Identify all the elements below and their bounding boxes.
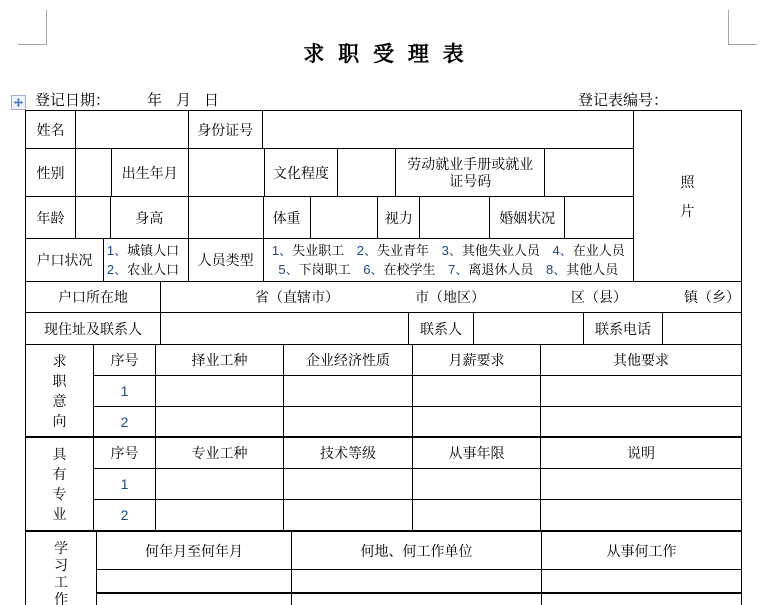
- experience-label: [26, 532, 97, 605]
- ji-col-nature: 企业经济性质: [284, 345, 413, 375]
- labor-cert-input-cell[interactable]: [545, 149, 633, 196]
- contact-input-cell[interactable]: [474, 313, 584, 344]
- section-experience: [26, 532, 741, 605]
- sp-col-seq: 序号: [94, 438, 156, 468]
- gender-label: 性别: [26, 149, 76, 196]
- form-title: 求 职 受 理 表: [303, 43, 468, 66]
- specialty-vertical-text: 具有专业: [52, 446, 67, 522]
- job-intention-vertical-text: 求职意向: [52, 352, 67, 429]
- table-move-handle-icon[interactable]: [11, 95, 26, 110]
- contact-label: 联系人: [409, 313, 474, 344]
- ji-row2-salary-cell[interactable]: [413, 407, 541, 436]
- ji-col-salary: 月薪要求: [413, 345, 541, 375]
- person-type-options: [264, 239, 633, 281]
- marital-label: 婚姻状况: [490, 197, 565, 238]
- birth-input-cell[interactable]: [189, 149, 265, 196]
- ji-col-seq: 序号: [94, 345, 156, 375]
- person-opt3-num: 3、: [441, 243, 462, 258]
- specialty-header-row: [94, 438, 741, 469]
- hukou-location-input-cell[interactable]: [161, 282, 741, 312]
- row-gender-birth: [26, 149, 634, 197]
- hukou-opt1-text: 城镇人口: [127, 243, 180, 258]
- sp-col-note: 说明: [627, 445, 655, 461]
- address-label: 现住址及联系人: [26, 313, 161, 344]
- reg-date-day: 日: [204, 92, 220, 109]
- name-label: 姓名: [26, 111, 76, 148]
- district-label: 区（县）: [571, 289, 627, 305]
- vision-label: 视力: [378, 197, 420, 238]
- hukou-opt1-num: 1、: [106, 243, 128, 258]
- exp-col-period: 何年月至何年月: [97, 532, 292, 569]
- ji-row1-other-cell[interactable]: [541, 376, 741, 406]
- exp-row2-period-cell[interactable]: [97, 594, 292, 605]
- job-intention-row-1: [94, 376, 741, 407]
- sp-col-years: 从事年限: [413, 438, 541, 468]
- phone-input-cell[interactable]: [663, 313, 741, 344]
- ji-row1-nature-cell[interactable]: [284, 376, 413, 406]
- height-input-cell[interactable]: [189, 197, 264, 238]
- person-opt6-num: 6、: [363, 262, 384, 277]
- person-opt1-text: 失业职工: [292, 243, 345, 258]
- photo-cell: [634, 111, 741, 282]
- person-opt7-text: 离退休人员: [468, 262, 534, 277]
- section-specialty: [26, 438, 741, 532]
- experience-row-2: [97, 594, 741, 605]
- exp-row2-job-cell[interactable]: [542, 594, 741, 605]
- sp-col-grade: 技术等级: [284, 438, 413, 468]
- age-input-cell[interactable]: [76, 197, 111, 238]
- sp-row1-num: 1: [94, 469, 156, 499]
- address-input-cell[interactable]: [161, 313, 409, 344]
- sp-row1-years-cell[interactable]: [413, 469, 541, 499]
- specialty-label: [26, 438, 94, 530]
- name-input-cell[interactable]: [76, 111, 189, 148]
- province-label: 省（直辖市）: [255, 289, 339, 305]
- job-intention-row-2: [94, 407, 741, 436]
- reg-no-label: 登记表编号：: [578, 92, 669, 109]
- labor-cert-label-line2: 证号码: [449, 172, 492, 189]
- id-digit-cells: [263, 111, 633, 148]
- ji-col-other: 其他要求: [613, 352, 669, 368]
- exp-row2-place-cell[interactable]: [292, 594, 542, 605]
- sp-row2-trade-cell[interactable]: [156, 500, 284, 530]
- ji-row1-num: 1: [94, 376, 156, 406]
- sp-row2-note-cell[interactable]: [541, 500, 741, 530]
- education-label: 文化程度: [265, 149, 339, 196]
- exp-row1-job-cell[interactable]: [542, 570, 741, 592]
- exp-col-job: 从事何工作: [606, 542, 677, 559]
- person-opt3-text: 其他失业人员: [461, 243, 540, 258]
- exp-row1-period-cell[interactable]: [97, 570, 292, 592]
- form-table: [25, 110, 742, 605]
- ji-row1-salary-cell[interactable]: [413, 376, 541, 406]
- age-label: 年龄: [26, 197, 76, 238]
- sp-row2-years-cell[interactable]: [413, 500, 541, 530]
- labor-cert-label: [396, 149, 545, 196]
- experience-header-row: [97, 532, 741, 570]
- person-opt4-num: 4、: [552, 243, 573, 258]
- phone-label: 联系电话: [584, 313, 663, 344]
- row-hukou-persontype: [26, 239, 634, 282]
- hukou-options: [104, 239, 189, 281]
- job-intention-header-row: [94, 345, 741, 376]
- ji-col-trade: 择业工种: [156, 345, 284, 375]
- person-opt8-text: 其他人员: [566, 262, 619, 277]
- reg-date-label: 登记日期：: [35, 92, 111, 109]
- row-age-physical: [26, 197, 634, 239]
- person-opt2-num: 2、: [356, 243, 377, 258]
- ji-row2-other-cell[interactable]: [541, 407, 741, 436]
- registration-line: [0, 89, 771, 107]
- reg-date-month: 月: [176, 92, 192, 109]
- city-label: 市（地区）: [415, 289, 485, 305]
- height-label: 身高: [111, 197, 189, 238]
- sp-row2-grade-cell[interactable]: [284, 500, 413, 530]
- sp-row2-num: 2: [94, 500, 156, 530]
- person-opt5-num: 5、: [278, 262, 299, 277]
- person-opt5-text: 下岗职工: [298, 262, 351, 277]
- hukou-opt2-num: 2、: [106, 262, 128, 277]
- ji-row1-trade-cell[interactable]: [156, 376, 284, 406]
- sp-row1-trade-cell[interactable]: [156, 469, 284, 499]
- ji-row2-trade-cell[interactable]: [156, 407, 284, 436]
- row-hukou-location: [26, 282, 741, 313]
- photo-char-2: 片: [680, 202, 695, 219]
- person-type-options-line1: [272, 241, 625, 260]
- ji-row2-nature-cell[interactable]: [284, 407, 413, 436]
- specialty-row-2: [94, 500, 741, 530]
- row-name-id: [26, 111, 634, 149]
- marital-input-cell[interactable]: [565, 197, 633, 238]
- specialty-row-1: [94, 469, 741, 500]
- sp-col-trade: 专业工种: [156, 438, 284, 468]
- job-intention-label: [26, 345, 94, 436]
- person-opt8-num: 8、: [545, 262, 567, 277]
- weight-input-cell[interactable]: [311, 197, 379, 238]
- person-opt2-text: 失业青年: [376, 243, 429, 258]
- hukou-opt2-text: 农业人口: [127, 262, 180, 277]
- exp-row1-place-cell[interactable]: [292, 570, 542, 592]
- ji-row2-num: 2: [94, 407, 156, 436]
- section-job-intention: [26, 345, 741, 438]
- vision-input-cell[interactable]: [420, 197, 490, 238]
- weight-label: 体重: [264, 197, 311, 238]
- experience-vertical-text: 学习工作: [54, 540, 68, 605]
- town-label: 镇（乡）: [684, 289, 740, 305]
- person-opt4-text: 在业人员: [572, 243, 625, 258]
- person-opt7-num: 7、: [448, 262, 469, 277]
- labor-cert-label-line1: 劳动就业手册或就业: [407, 155, 534, 172]
- exp-col-place: 何地、何工作单位: [292, 532, 542, 569]
- photo-char-1: 照: [680, 173, 695, 190]
- person-opt1-num: 1、: [271, 243, 293, 258]
- person-type-options-line2: [278, 260, 618, 279]
- row-address-contact: [26, 313, 741, 345]
- person-type-label: 人员类型: [189, 239, 264, 281]
- experience-row-1: [97, 570, 741, 594]
- id-number-label: 身份证号: [189, 111, 263, 148]
- sp-row1-grade-cell[interactable]: [284, 469, 413, 499]
- birth-label: 出生年月: [112, 149, 189, 196]
- hukou-location-label: 户口所在地: [26, 282, 161, 312]
- sp-row1-note-cell[interactable]: [541, 469, 741, 499]
- person-opt6-text: 在校学生: [383, 262, 436, 277]
- hukou-status-label: 户口状况: [26, 239, 104, 281]
- reg-date-year: 年: [147, 92, 163, 109]
- gender-input-cell[interactable]: [76, 149, 112, 196]
- education-input-cell[interactable]: [338, 149, 396, 196]
